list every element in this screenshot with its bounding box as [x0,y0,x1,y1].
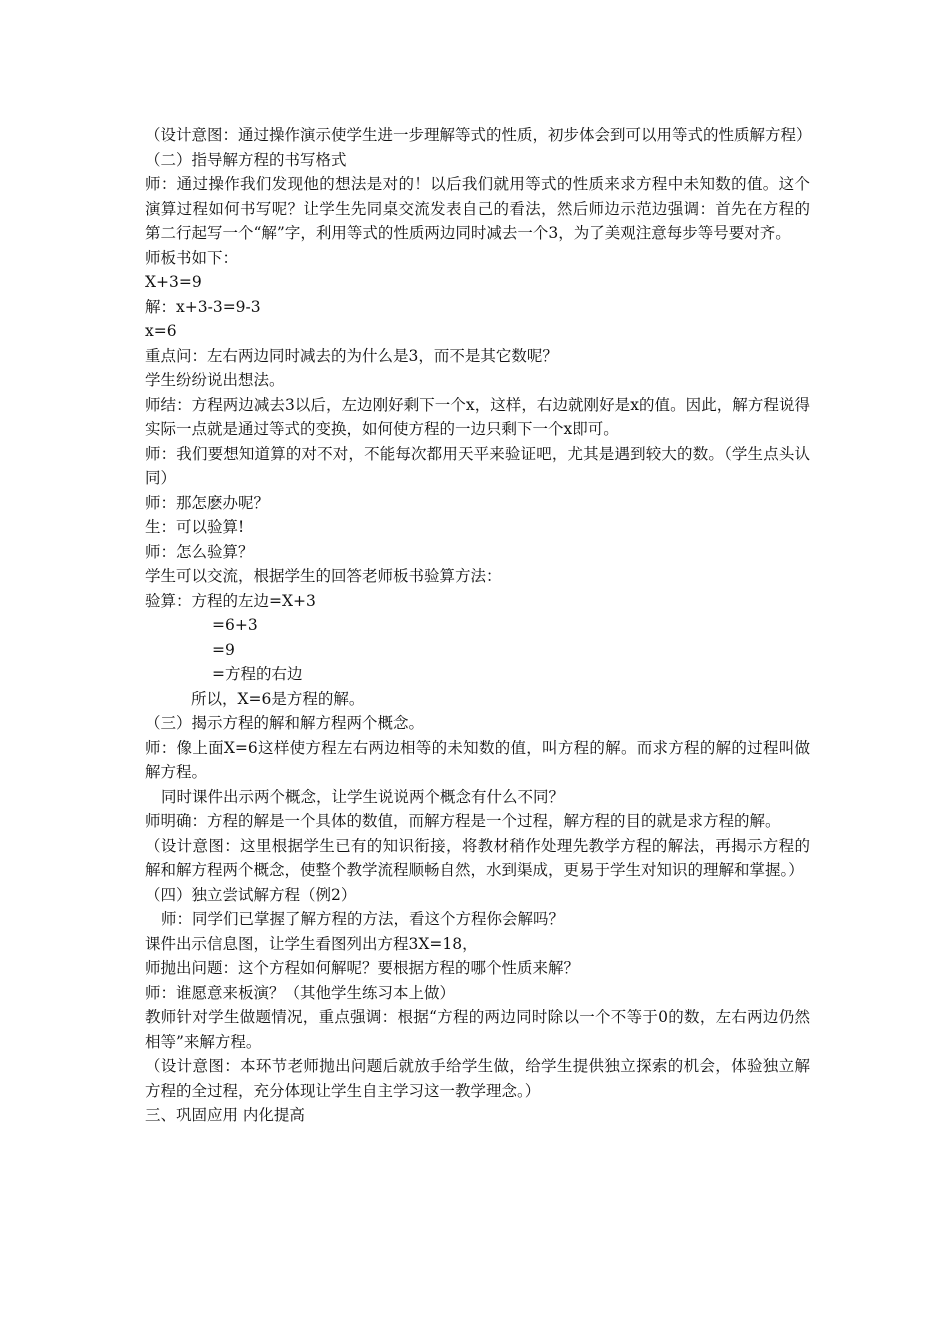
teacher-emphasis-paragraph: 教师针对学生做题情况，重点强调：根据“方程的两边同时除以一个不等于0的数，左右两边仍然相等”来解方程。 [145,1008,810,1051]
teacher-clarify-paragraph: 师明确：方程的解是一个具体的数值，而解方程是一个过程，解方程的目的就是求方程的解。 [145,812,781,830]
student-exchange-line: 学生可以交流，根据学生的回答老师板书验算方法： [145,567,502,585]
verification-conclusion: 所以，X=6是方程的解。 [191,689,365,708]
design-intent-paragraph-3: （设计意图：本环节老师抛出问题后就放手给学生做，给学生提供独立探索的机会，体验独立解方程的全过程，充分体现让学生自主学习这一教学理念。） [145,1057,810,1100]
verification-line-3: =9 [212,640,235,659]
solution-definition-paragraph: 师：像上面X=6这样使方程左右两边相等的未知数的值，叫方程的解。而求方程的解的过程叫做解方程。 [145,738,810,781]
concept-compare-line: 同时课件出示两个概念，让学生说说两个概念有什么不同？ [161,787,565,806]
document-body [145,123,810,1128]
teacher-how-verify-line: 师：怎么验算？ [145,542,254,561]
design-intent-paragraph-1: （设计意图：通过操作演示使学生进一步理解等式的性质，初步体会到可以用等式的性质解方程） [145,126,812,144]
verification-line-1: 验算：方程的左边=X+3 [145,591,316,610]
board-demo-line: 师：谁愿意来板演？（其他学生练习本上做） [145,983,456,1002]
section-heading-three: 三、巩固应用 内化提高 [145,1106,305,1124]
equation-line-1: X+3=9 [145,273,202,291]
design-intent-paragraph-2: （设计意图：这里根据学生已有的知识衔接，将教材稍作处理先教学方程的解法，再揭示方程的解和解方程两个概念，使整个教学流程顺畅自然，水到渠成，更易于学生对知识的理解和掌握。） [145,836,810,879]
teacher-summary-paragraph: 师结：方程两边减去3以后，左边刚好剩下一个x，这样，右边就刚好是x的值。因此，解方程说得实际一点就是通过等式的变换，如何使方程的一边只剩下一个x即可。 [145,395,810,438]
section-heading-4: （四）独立尝试解方程（例2） [145,885,357,904]
board-intro-line: 师板书如下： [145,248,239,267]
verification-line-4: =方程的右边 [212,665,303,683]
teacher-problem-line: 师抛出问题：这个方程如何解呢？要根据方程的哪个性质来解？ [145,959,580,977]
section-heading-2: （二）指导解方程的书写格式 [145,150,347,169]
key-question-line: 重点问：左右两边同时减去的为什么是3，而不是其它数呢？ [145,346,558,365]
teacher-challenge-line: 师：同学们已掌握了解方程的方法，看这个方程你会解吗？ [161,910,565,928]
equation-line-2: 解：x+3-3=9-3 [145,297,261,316]
teacher-paragraph-writing-format: 师：通过操作我们发现他的想法是对的！以后我们就用等式的性质来求方程中未知数的值。这个演算过程如何书写呢？让学生先同桌交流发表自己的看法，然后师边示范边强调：首先在方程的第二行起写一个“解”字，利用等式的性质两边同时减去一个3，为了美观注意每步等号要对齐。 [145,175,810,242]
courseware-line: 课件出示信息图，让学生看图列出方程3X=18， [145,934,478,953]
teacher-verify-paragraph: 师：我们要想知道算的对不对，不能每次都用天平来验证吧，尤其是遇到较大的数。（学生点头认同） [145,444,810,487]
equation-line-3: x=6 [145,322,177,340]
verification-line-2: =6+3 [212,616,258,634]
student-answer-line: 生：可以验算! [145,518,245,536]
students-respond-line: 学生纷纷说出想法。 [145,371,285,389]
teacher-question-line: 师：那怎麽办呢？ [145,493,270,512]
section-heading-3: （三）揭示方程的解和解方程两个概念。 [145,714,425,732]
